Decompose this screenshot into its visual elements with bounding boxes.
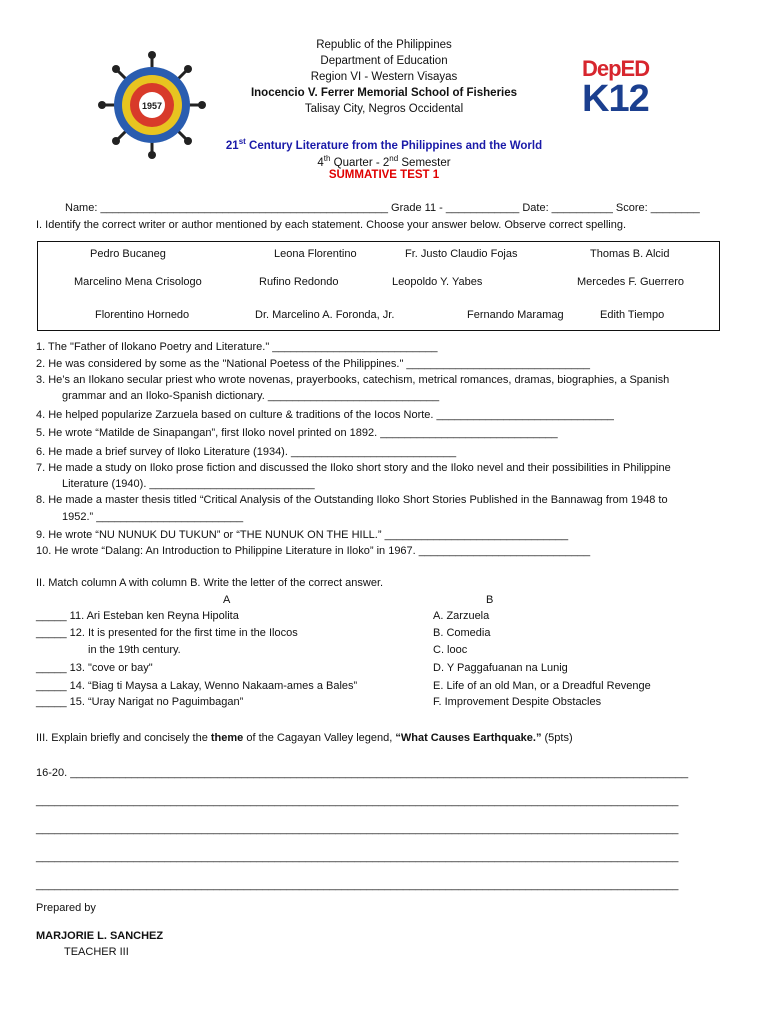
choice-item: Rufino Redondo bbox=[259, 276, 339, 288]
match-item-b: D. Y Paggafuanan na Lunig bbox=[433, 662, 568, 674]
match-item-a: in the 19th century. bbox=[88, 644, 181, 656]
header-school-name: Inocencio V. Ferrer Memorial School of Fisheries bbox=[250, 87, 518, 99]
choice-item: Thomas B. Alcid bbox=[590, 248, 670, 260]
choice-item: Pedro Bucaneg bbox=[90, 248, 166, 260]
question-item: Literature (1940). ___________________________ bbox=[62, 478, 315, 490]
match-item-a: _____ 12. It is presented for the first time in the Ilocos bbox=[36, 627, 298, 639]
part1-instruction: I. Identify the correct writer or author mentioned by each statement. Choose your answer below. Observe correct spelling. bbox=[36, 219, 627, 231]
deped-logo-text: DepED bbox=[582, 56, 650, 81]
column-a-header: A bbox=[223, 594, 231, 606]
answer-line[interactable]: 16-20. _____________________________________________________________________________________________________ bbox=[36, 767, 689, 779]
choice-item: Leopoldo Y. Yabes bbox=[392, 276, 483, 288]
match-item-a: _____ 13. "cove or bay" bbox=[36, 662, 153, 674]
question-item: 4. He helped popularize Zarzuela based on culture & traditions of the Iocos Norte. _____________________________ bbox=[36, 409, 614, 421]
question-item: 3. He’s an Ilokano secular priest who wrote novenas, prayerbooks, catechism, metrical romances, dramas, biographies, a Spanish bbox=[36, 374, 670, 386]
teacher-name: MARJORIE L. SANCHEZ bbox=[36, 930, 164, 942]
choice-item: Leona Florentino bbox=[274, 248, 357, 260]
match-item-b: F. Improvement Despite Obstacles bbox=[433, 696, 602, 708]
question-item: 1952.” ________________________ bbox=[62, 511, 244, 523]
match-item-a: _____ 14. “Biag ti Maysa a Lakay, Wenno Nakaam-ames a Bales” bbox=[36, 680, 358, 692]
name-grade-date-score-line[interactable]: Name: _______________________________________________ Grade 11 - ____________ Date: __________ Score: ________ bbox=[65, 202, 700, 214]
header-department: Department of Education bbox=[320, 55, 448, 67]
question-item: grammar and an Iloko-Spanish dictionary. ____________________________ bbox=[62, 390, 440, 402]
seal-year: 1957 bbox=[141, 101, 163, 111]
question-item: 2. He was considered by some as the "National Poetess of the Philippines." ______________________________ bbox=[36, 358, 590, 370]
choice-item: Fr. Justo Claudio Fojas bbox=[405, 248, 518, 260]
course-title: 21st Century Literature from the Philippines and the World bbox=[225, 137, 543, 152]
question-item: 5. He wrote “Matilde de Sinapangan”, first Iloko novel printed on 1892. _____________________________ bbox=[36, 427, 558, 439]
answer-line[interactable]: _________________________________________________________________________________________________________ bbox=[36, 851, 679, 863]
theme-keyword: theme bbox=[210, 732, 244, 744]
match-item-b: E. Life of an old Man, or a Dreadful Revenge bbox=[433, 680, 651, 692]
question-item: 10. He wrote “Dalang: An Introduction to Philippine Literature in Iloko” in 1967. ____________________________ bbox=[36, 545, 591, 557]
quarter-semester: 4th Quarter - 2nd Semester bbox=[317, 154, 451, 169]
test-title: SUMMATIVE TEST 1 bbox=[328, 169, 440, 181]
answer-line[interactable]: _________________________________________________________________________________________________________ bbox=[36, 795, 679, 807]
choice-item: Mercedes F. Guerrero bbox=[577, 276, 684, 288]
question-item: 7. He made a study on Iloko prose fiction and discussed the Iloko short story and the Iloko nevel and their possibilities in Philippine bbox=[36, 462, 671, 474]
header-location: Talisay City, Negros Occidental bbox=[304, 103, 464, 115]
match-item-a: _____ 11. Ari Esteban ken Reyna Hipolita bbox=[36, 610, 239, 622]
part2-instruction: II. Match column A with column B. Write the letter of the correct answer. bbox=[36, 577, 384, 589]
choice-item: Fernando Maramag bbox=[467, 309, 564, 321]
choice-item: Edith Tiempo bbox=[600, 309, 665, 321]
answer-line[interactable]: _________________________________________________________________________________________________________ bbox=[36, 879, 679, 891]
prepared-by-label: Prepared by bbox=[36, 902, 96, 914]
match-item-b: B. Comedia bbox=[433, 627, 491, 639]
question-item: 6. He made a brief survey of Iloko Literature (1934). ___________________________ bbox=[36, 446, 457, 458]
header-republic: Republic of the Philippines bbox=[316, 39, 452, 51]
choice-item: Marcelino Mena Crisologo bbox=[74, 276, 202, 288]
header-region: Region VI - Western Visayas bbox=[310, 71, 458, 83]
choice-item: Dr. Marcelino A. Foronda, Jr. bbox=[255, 309, 395, 321]
question-item: 1. The "Father of Ilokano Poetry and Literature." ___________________________ bbox=[36, 341, 438, 353]
answer-line[interactable]: _________________________________________________________________________________________________________ bbox=[36, 823, 679, 835]
column-b-header: B bbox=[486, 594, 494, 606]
part3-instruction: III. Explain briefly and concisely the theme of the Cagayan Valley legend, “What Causes Earthquake.” (5pts) bbox=[36, 732, 573, 744]
choice-item: Florentino Hornedo bbox=[95, 309, 190, 321]
question-item: 9. He wrote “NU NUNUK DU TUKUN” or “THE NUNUK ON THE HILL.” ______________________________ bbox=[36, 529, 569, 541]
legend-title: “What Causes Earthquake.” bbox=[395, 732, 542, 744]
k12-logo-text: K12 bbox=[582, 78, 649, 120]
match-item-a: _____ 15. “Uray Narigat no Paguimbagan” bbox=[36, 696, 244, 708]
question-item: 8. He made a master thesis titled “Critical Analysis of the Outstanding Iloko Short Stories Published in the Bannawag from 1948 to bbox=[36, 494, 668, 506]
match-item-b: C. looc bbox=[433, 644, 468, 656]
match-item-b: A. Zarzuela bbox=[433, 610, 490, 622]
teacher-title: TEACHER III bbox=[64, 946, 129, 958]
